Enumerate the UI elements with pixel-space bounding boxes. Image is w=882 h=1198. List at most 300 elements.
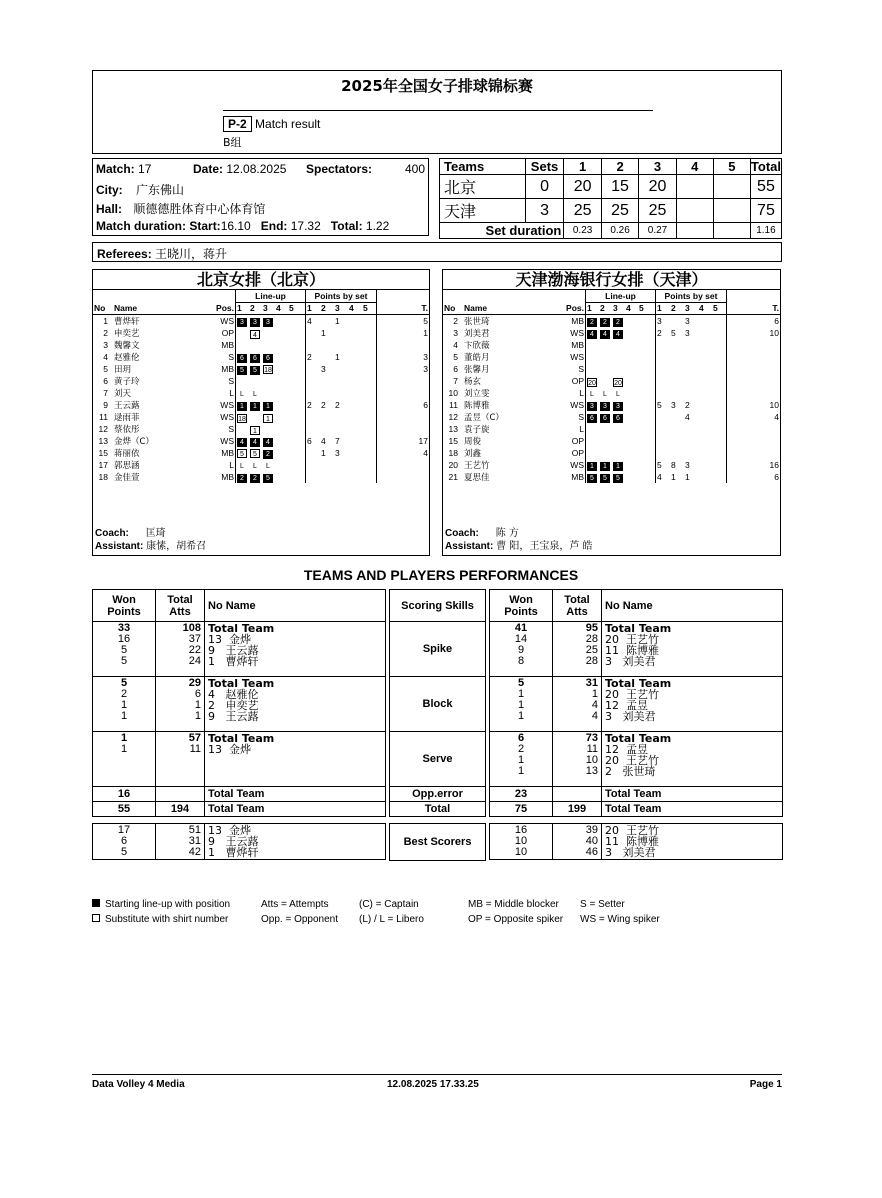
player-position: WS xyxy=(220,436,234,446)
player-number: 5 xyxy=(103,364,108,374)
player-lineup xyxy=(586,471,656,483)
best-atts: 51 xyxy=(188,824,201,836)
lineup-marker: 5 xyxy=(237,366,247,375)
player-set-points: 3 xyxy=(335,448,340,458)
player-set-points xyxy=(670,435,684,447)
player-set-points xyxy=(348,375,362,387)
lineup-marker: 18 xyxy=(238,415,246,423)
opp-error-won: 16 xyxy=(93,787,156,802)
col-points-set: 5 xyxy=(363,303,368,314)
player-lineup xyxy=(236,315,306,328)
legend-op: OP = Opposite spiker xyxy=(468,914,564,925)
player-entry: Total Team xyxy=(208,677,275,690)
lineup-marker: 6 xyxy=(587,414,597,423)
player-row xyxy=(443,399,780,411)
player-entry: 3 刘美君 xyxy=(605,655,656,668)
best-atts: 39 xyxy=(585,824,598,836)
player-entry: 2 申奕艺 xyxy=(208,699,259,712)
player-row xyxy=(443,363,780,375)
player-number: 21 xyxy=(448,472,458,482)
won-value: 8 xyxy=(517,655,525,667)
player-row xyxy=(443,435,780,447)
player-number: 1 xyxy=(103,316,108,326)
lineup-marker xyxy=(237,424,247,433)
footer-timestamp: 12.08.2025 17.33.25 xyxy=(387,1079,479,1090)
report-subtitle: Match result xyxy=(255,117,321,131)
player-set-points xyxy=(362,363,377,375)
col-lineup-set: 4 xyxy=(626,303,631,314)
city-label: City: xyxy=(96,183,123,197)
total-name: Total Team xyxy=(602,802,783,817)
lineup-marker: 2 xyxy=(263,450,273,459)
player-set-points xyxy=(698,339,712,351)
team-a-set1: 20 xyxy=(564,175,601,199)
player-number: 18 xyxy=(98,472,108,482)
best-won: 17 xyxy=(117,824,131,836)
player-lineup xyxy=(586,387,656,399)
player-set-points xyxy=(306,387,321,399)
won-points-header: Won Points xyxy=(490,590,553,622)
legend-opp: Opp. = Opponent xyxy=(261,914,339,925)
player-set-points xyxy=(712,387,727,399)
atts-value: 95 xyxy=(585,622,598,634)
lineup-marker: L xyxy=(253,390,257,398)
atts-value: 108 xyxy=(182,622,201,634)
skill-row xyxy=(490,622,783,677)
player-set-points xyxy=(348,435,362,447)
match-label: Match: xyxy=(96,162,135,176)
player-set-points xyxy=(698,375,712,387)
player-row xyxy=(93,399,429,411)
roster-header-group xyxy=(93,290,429,302)
player-set-points: 2 xyxy=(306,351,321,363)
team-a-roster-table xyxy=(93,290,429,483)
player-number: 7 xyxy=(103,388,108,398)
won-value: 33 xyxy=(117,622,131,634)
player-lineup xyxy=(586,399,656,411)
lineup-marker: 5 xyxy=(237,449,247,458)
atts-value: 25 xyxy=(585,644,598,656)
legend-captain: (C) = Captain xyxy=(359,899,419,910)
player-set-points xyxy=(348,459,362,471)
team-a-title: 北京女排（北京） xyxy=(93,270,429,290)
player-row xyxy=(443,471,780,483)
player-entry: Total Team xyxy=(208,622,275,635)
player-total xyxy=(727,447,781,459)
best-won: 5 xyxy=(120,846,128,858)
player-position: OP xyxy=(221,328,234,338)
player-total: 1 xyxy=(377,327,430,339)
col-pos: Pos. xyxy=(216,303,234,313)
atts-value: 22 xyxy=(188,644,201,656)
atts-value: 4 xyxy=(591,699,598,711)
col-points-set: 2 xyxy=(671,303,676,314)
player-set-points xyxy=(348,399,362,411)
player-set-points xyxy=(698,435,712,447)
lineup-marker: 5 xyxy=(613,474,623,483)
col-lineup-set: 5 xyxy=(639,303,644,314)
player-entry: 20 王艺竹 xyxy=(605,754,659,767)
player-name: 申奕艺 xyxy=(114,329,140,339)
lineup-marker: 5 xyxy=(263,474,273,483)
player-set-points xyxy=(656,363,671,375)
atts-cell xyxy=(156,677,205,732)
col-points-set: 3 xyxy=(685,303,690,314)
player-position: OP xyxy=(571,436,584,446)
best-atts: 42 xyxy=(188,846,201,858)
player-lineup xyxy=(586,375,656,387)
lineup-marker: L xyxy=(240,390,244,398)
player-name: 董皓月 xyxy=(464,353,490,363)
won-value: 1 xyxy=(120,732,128,744)
player-set-points: 4 xyxy=(321,436,326,446)
won-points-cell xyxy=(490,622,553,677)
player-name: 杨玄 xyxy=(464,377,482,387)
atts-value: 57 xyxy=(188,732,201,744)
player-total: 4 xyxy=(727,411,781,423)
roster-header-row xyxy=(93,302,429,315)
end-value: 17.32 xyxy=(290,219,321,233)
player-name: 卞欣薇 xyxy=(464,341,490,351)
best-scorers-row xyxy=(490,824,783,860)
won-value: 5 xyxy=(120,677,128,689)
player-name: 周俊 xyxy=(464,437,482,447)
team-b-set5 xyxy=(713,199,750,223)
lineup-marker: 4 xyxy=(237,438,247,447)
player-set-points xyxy=(348,411,362,423)
player-lineup xyxy=(236,351,306,363)
lineup-marker: L xyxy=(266,462,270,470)
lineup-marker: 18 xyxy=(264,366,272,374)
player-set-points: 1 xyxy=(321,448,326,458)
player-name: 逯雨菲 xyxy=(114,413,140,423)
player-row xyxy=(93,447,429,459)
player-set-points: 8 xyxy=(671,460,676,470)
player-position: WS xyxy=(220,316,234,326)
player-set-points xyxy=(712,459,727,471)
won-value: 1 xyxy=(517,699,525,711)
player-entry xyxy=(208,755,382,766)
player-set-points: 2 xyxy=(685,400,690,410)
opp-error-atts xyxy=(156,787,205,802)
player-set-points xyxy=(334,387,348,399)
player-set-points xyxy=(348,351,362,363)
player-entry: Total Team xyxy=(605,622,672,635)
player-set-points xyxy=(334,375,348,387)
total-atts-header: Total Atts xyxy=(156,590,205,622)
player-entry: 12 孟昱 xyxy=(605,699,648,712)
player-set-points xyxy=(362,459,377,471)
lineup-marker: 6 xyxy=(263,354,273,363)
player-set-points: 2 xyxy=(335,400,340,410)
player-number: 15 xyxy=(448,436,458,446)
team-a-set3: 20 xyxy=(639,175,676,199)
player-set-points: 4 xyxy=(656,471,671,483)
team-a-assistant: 康愫，胡希召 xyxy=(146,541,207,552)
player-name: 赵雅伦 xyxy=(114,353,140,363)
hall-value: 顺德德胜体育中心体育馆 xyxy=(133,202,266,216)
player-entry: 20 王艺竹 xyxy=(605,688,659,701)
lineup-marker: 6 xyxy=(237,354,247,363)
player-set-points xyxy=(712,447,727,459)
player-entry: 9 王云蕗 xyxy=(208,710,259,723)
player-set-points xyxy=(712,315,727,328)
player-number: 2 xyxy=(103,328,108,338)
skill-label: Serve xyxy=(390,732,486,787)
player-entry: 1 曹烨轩 xyxy=(208,655,259,668)
player-set-points: 4 xyxy=(306,315,321,328)
total-atts: 194 xyxy=(156,802,205,817)
set4-duration xyxy=(676,223,713,239)
group-label: B组 xyxy=(223,136,242,149)
player-number: 12 xyxy=(98,424,108,434)
atts-value: 1 xyxy=(591,688,598,700)
player-number: 6 xyxy=(103,376,108,386)
player-set-points xyxy=(348,339,362,351)
lineup-marker: 6 xyxy=(250,354,260,363)
opp-error-label: Opp.error xyxy=(390,787,486,802)
won-points-header: Won Points xyxy=(93,590,156,622)
lineup-marker: 1 xyxy=(250,402,260,411)
atts-value: 28 xyxy=(585,633,598,645)
player-set-points xyxy=(320,459,334,471)
won-value xyxy=(96,766,152,777)
won-points-cell xyxy=(93,622,156,677)
team-b-sets: 3 xyxy=(525,199,564,223)
lineup-marker: 4 xyxy=(263,438,273,447)
hall-label: Hall: xyxy=(96,202,123,216)
best-name-cell xyxy=(602,824,783,860)
player-name: 郭思涵 xyxy=(114,461,140,471)
player-set-points: 5 xyxy=(656,459,671,471)
best-won: 10 xyxy=(514,846,528,858)
substitute-square-icon xyxy=(92,914,100,922)
lineup-marker: 1 xyxy=(250,426,260,435)
points-header: Points by set xyxy=(306,290,377,302)
atts-value xyxy=(159,755,201,766)
report-header xyxy=(92,70,782,154)
player-name: 刘立雯 xyxy=(464,389,490,399)
player-number: 5 xyxy=(453,352,458,362)
player-number: 13 xyxy=(98,436,108,446)
player-total xyxy=(727,423,781,435)
player-total xyxy=(377,375,430,387)
player-entry: 20 王艺竹 xyxy=(605,633,659,646)
player-total xyxy=(377,387,430,399)
won-value: 5 xyxy=(517,677,525,689)
player-position: MB xyxy=(221,472,234,482)
player-set-points xyxy=(656,435,671,447)
player-row xyxy=(93,339,429,351)
spacer xyxy=(390,817,486,824)
player-position: L xyxy=(229,460,234,470)
player-name-cell xyxy=(205,732,386,787)
player-row xyxy=(443,315,780,328)
best-name: 9 王云蕗 xyxy=(208,835,259,848)
player-lineup xyxy=(586,423,656,435)
player-name: 袁子旋 xyxy=(464,425,490,435)
player-lineup xyxy=(236,375,306,387)
best-name: 20 王艺竹 xyxy=(605,824,659,837)
atts-cell xyxy=(553,732,602,787)
lineup-marker: 4 xyxy=(587,330,597,339)
player-total xyxy=(727,387,781,399)
player-position: WS xyxy=(570,328,584,338)
lineup-marker xyxy=(263,328,273,337)
player-number: 13 xyxy=(448,424,458,434)
referees-label: Referees: xyxy=(97,247,152,261)
player-name: 曹烨轩 xyxy=(114,317,140,327)
player-total xyxy=(377,339,430,351)
won-value: 5 xyxy=(120,655,128,667)
player-name: 黄子玲 xyxy=(114,377,140,387)
team-a-performance xyxy=(92,589,386,860)
player-position: S xyxy=(228,352,234,362)
player-set-points: 3 xyxy=(671,400,676,410)
lineup-marker: 5 xyxy=(587,474,597,483)
no-name-header: No Name xyxy=(602,590,783,622)
report-code xyxy=(223,117,320,131)
col-points-set: 2 xyxy=(321,303,326,314)
player-set-points xyxy=(684,363,698,375)
best-atts-cell xyxy=(156,824,205,860)
divider xyxy=(223,110,653,111)
legend-ws: WS = Wing spiker xyxy=(580,914,660,925)
col-points-set: 3 xyxy=(335,303,340,314)
duration-label: Match duration: xyxy=(96,219,186,233)
lineup-marker: 1 xyxy=(237,402,247,411)
player-position: S xyxy=(228,376,234,386)
player-lineup xyxy=(236,423,306,435)
lineup-marker xyxy=(250,412,260,421)
player-row xyxy=(93,423,429,435)
player-set-points xyxy=(670,363,684,375)
player-total xyxy=(377,471,430,483)
player-name-cell xyxy=(205,677,386,732)
player-set-points xyxy=(712,363,727,375)
won-points-cell xyxy=(490,732,553,787)
player-name: 蒋丽依 xyxy=(114,449,140,459)
lineup-marker: 4 xyxy=(250,438,260,447)
player-total: 4 xyxy=(377,447,430,459)
team-a-set4 xyxy=(676,175,713,199)
player-entry: Total Team xyxy=(605,732,672,745)
won-value: 9 xyxy=(517,644,525,656)
player-set-points: 7 xyxy=(335,436,340,446)
player-position: WS xyxy=(220,400,234,410)
spacer xyxy=(93,817,386,824)
player-position: MB xyxy=(221,448,234,458)
atts-value: 11 xyxy=(586,743,598,755)
player-lineup xyxy=(586,327,656,339)
skills-column xyxy=(389,589,486,861)
best-won-cell xyxy=(490,824,553,860)
player-set-points xyxy=(698,387,712,399)
player-total: 5 xyxy=(377,315,430,328)
player-set-points xyxy=(698,471,712,483)
best-scorers-label: Best Scorers xyxy=(390,824,486,861)
player-set-points xyxy=(334,459,348,471)
start-value: 16.10 xyxy=(220,219,251,233)
lineup-marker: 3 xyxy=(250,318,260,327)
lineup-marker: L xyxy=(590,390,594,398)
player-set-points xyxy=(348,315,362,328)
best-scorers-row xyxy=(93,824,386,860)
lineup-marker xyxy=(600,376,610,385)
player-row xyxy=(443,327,780,339)
player-name: 孟昱（C） xyxy=(464,413,504,423)
player-total xyxy=(727,435,781,447)
legend-start: Starting line-up with position xyxy=(105,899,231,910)
team-a-coach: 匡琦 xyxy=(145,528,166,539)
player-set-points xyxy=(306,471,321,483)
set-duration-label: Set duration xyxy=(440,223,564,239)
player-set-points xyxy=(334,339,348,351)
player-number: 3 xyxy=(103,340,108,350)
player-set-points xyxy=(698,363,712,375)
player-set-points xyxy=(306,327,321,339)
skill-row xyxy=(93,732,386,787)
player-set-points xyxy=(684,435,698,447)
end-label: End: xyxy=(260,219,288,233)
player-set-points xyxy=(656,351,671,363)
best-won-cell xyxy=(93,824,156,860)
spacer xyxy=(490,817,783,824)
player-position: L xyxy=(579,388,584,398)
sets-table xyxy=(439,158,782,236)
player-set-points xyxy=(670,411,684,423)
won-value: 1 xyxy=(517,710,525,722)
player-set-points xyxy=(320,315,334,328)
match-info xyxy=(92,158,429,236)
won-value: 41 xyxy=(514,622,528,634)
player-position: S xyxy=(578,412,584,422)
player-position: S xyxy=(578,364,584,374)
team-b-roster-table xyxy=(443,290,780,483)
player-row xyxy=(93,471,429,483)
team-a-staff xyxy=(95,527,206,553)
player-name: 王艺竹 xyxy=(464,461,490,471)
player-set-points xyxy=(712,435,727,447)
player-entry: 4 赵雅伦 xyxy=(208,688,259,701)
player-set-points xyxy=(684,423,698,435)
player-total xyxy=(727,375,781,387)
player-lineup xyxy=(236,471,306,483)
won-value: 1 xyxy=(517,765,525,777)
player-number: 9 xyxy=(103,400,108,410)
player-set-points xyxy=(306,363,321,375)
player-set-points: 3 xyxy=(656,315,671,328)
player-set-points xyxy=(670,387,684,399)
player-position: OP xyxy=(571,448,584,458)
lineup-marker: 20 xyxy=(588,379,596,387)
player-position: WS xyxy=(570,352,584,362)
atts-cell xyxy=(156,622,205,677)
won-value: 1 xyxy=(517,688,525,700)
perf-header-row xyxy=(490,590,783,622)
lineup-marker: 5 xyxy=(250,366,260,375)
performance-title: TEAMS AND PLAYERS PERFORMANCES xyxy=(303,567,579,583)
legend-mb: MB = Middle blocker xyxy=(468,899,559,910)
best-atts-cell xyxy=(553,824,602,860)
player-set-points xyxy=(362,423,377,435)
player-row xyxy=(93,459,429,471)
player-set-points: 5 xyxy=(656,399,671,411)
player-set-points xyxy=(712,375,727,387)
total-duration: 1.16 xyxy=(750,223,781,239)
best-name: 3 刘美君 xyxy=(605,846,656,859)
total-value: 1.22 xyxy=(365,219,390,233)
